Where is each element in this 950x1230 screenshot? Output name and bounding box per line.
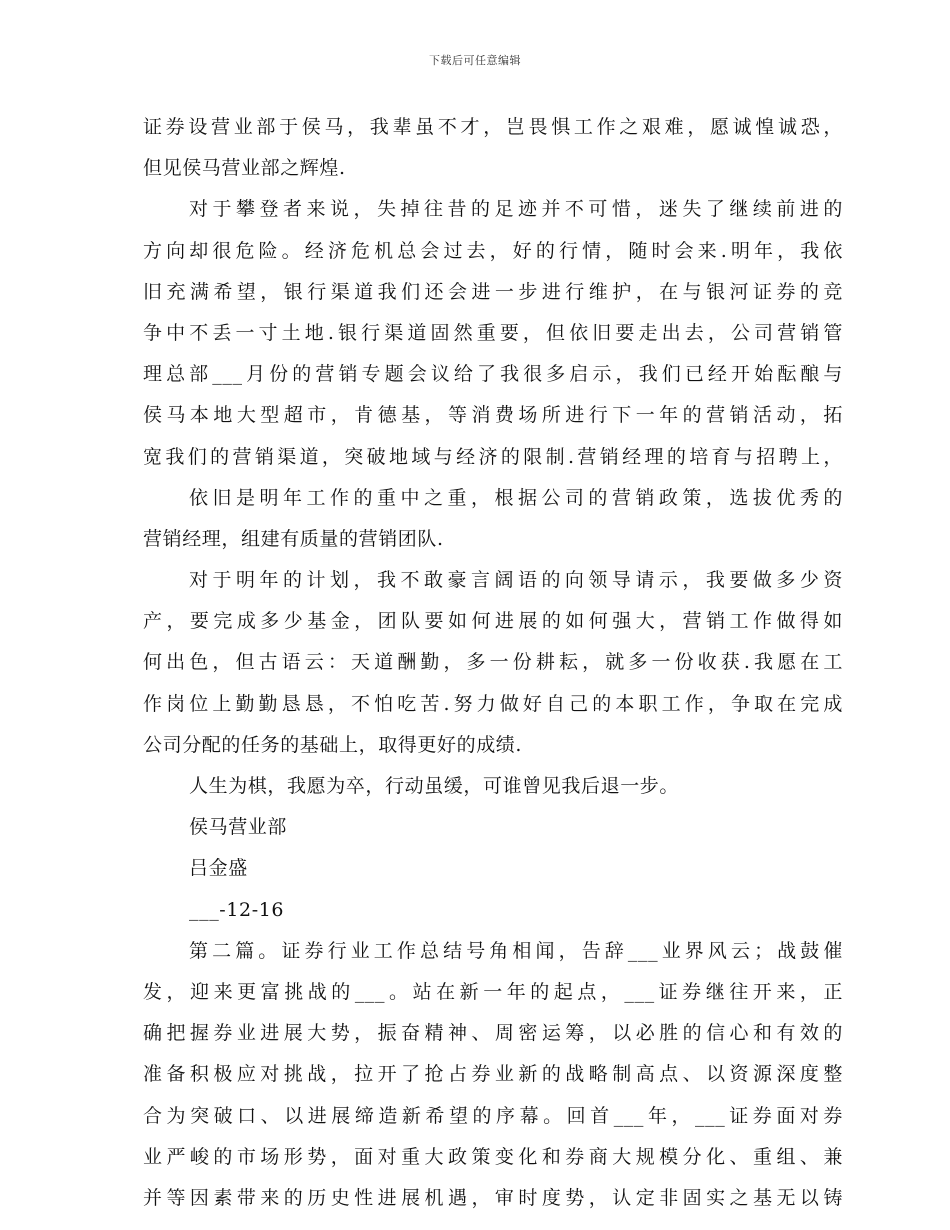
text-line: 确把握券业进展大势，振奋精神、周密运筹，以必胜的信心和有效的 xyxy=(143,1022,843,1045)
text-line: 宽我们的营销渠道，突破地域与经济的限制.营销经理的培育与招聘上， xyxy=(143,445,843,468)
page-header: 下载后可任意编辑 xyxy=(429,54,521,67)
text-line: 证券设营业部于侯马，我辈虽不才，岂畏惧工作之艰难，愿诚惶诚恐， xyxy=(143,116,843,138)
text-line: 理总部___月份的营销专题会议给了我很多启示，我们已经开始酝酿与 xyxy=(143,363,843,386)
text-line: 侯马本地大型超市，肯德基，等消费场所进行下一年的营销活动，拓 xyxy=(143,404,843,427)
text-line: 作岗位上勤勤恳恳，不怕吃苦.努力做好自己的本职工作，争取在完成 xyxy=(143,692,843,715)
text-line: 准备积极应对挑战，拉开了抢占券业新的战略制高点、以资源深度整 xyxy=(143,1063,843,1086)
text-line: 对于明年的计划，我不敢豪言阔语的向领导请示，我要做多少资 xyxy=(189,569,843,592)
text-line: 依旧是明年工作的重中之重，根据公司的营销政策，选拔优秀的 xyxy=(189,486,843,509)
text-line: 合为突破口、以进展缔造新希望的序幕。回首___年，___证券面对券 xyxy=(143,1104,843,1127)
text-line: 营销经理，组建有质量的营销团队. xyxy=(143,527,444,550)
text-line: 但见侯马营业部之辉煌. xyxy=(143,157,346,180)
text-line: 对于攀登者来说，失掉往昔的足迹并不可惜，迷失了继续前进的 xyxy=(189,198,843,221)
text-line: 发，迎来更富挑战的___。站在新一年的起点，___证券继往开来，正 xyxy=(143,980,843,1003)
text-line: 争中不丢一寸土地.银行渠道固然重要，但依旧要走出去，公司营销管 xyxy=(143,321,843,344)
text-line: 业严峻的市场形势，面对重大政策变化和券商大规模分化、重组、兼 xyxy=(143,1145,843,1168)
text-line: 何出色，但古语云：天道酬勤，多一份耕耘，就多一份收获.我愿在工 xyxy=(143,651,843,674)
text-line: 方向却很危险。经济危机总会过去，好的行情，随时会来.明年，我依 xyxy=(143,239,843,262)
text-line: 人生为棋，我愿为卒，行动虽缓，可谁曾见我后退一步。 xyxy=(189,775,680,797)
text-line: 侯马营业部 xyxy=(189,816,288,839)
text-line: 公司分配的任务的基础上，取得更好的成绩. xyxy=(143,733,523,756)
document-body xyxy=(143,107,843,1219)
text-line: ___-12-16 xyxy=(189,898,285,921)
text-line: 第二篇。证券行业工作总结号角相闻，告辞___业界风云；战鼓催 xyxy=(189,939,843,962)
text-line: 吕金盛 xyxy=(189,857,248,880)
text-line: 并等因素带来的历史性进展机遇，审时度势，认定非固实之基无以铸 xyxy=(143,1186,843,1209)
text-line: 旧充满希望，银行渠道我们还会进一步进行维护，在与银河证券的竞 xyxy=(143,280,843,303)
text-line: 产，要完成多少基金，团队要如何进展的如何强大，营销工作做得如 xyxy=(143,610,843,633)
